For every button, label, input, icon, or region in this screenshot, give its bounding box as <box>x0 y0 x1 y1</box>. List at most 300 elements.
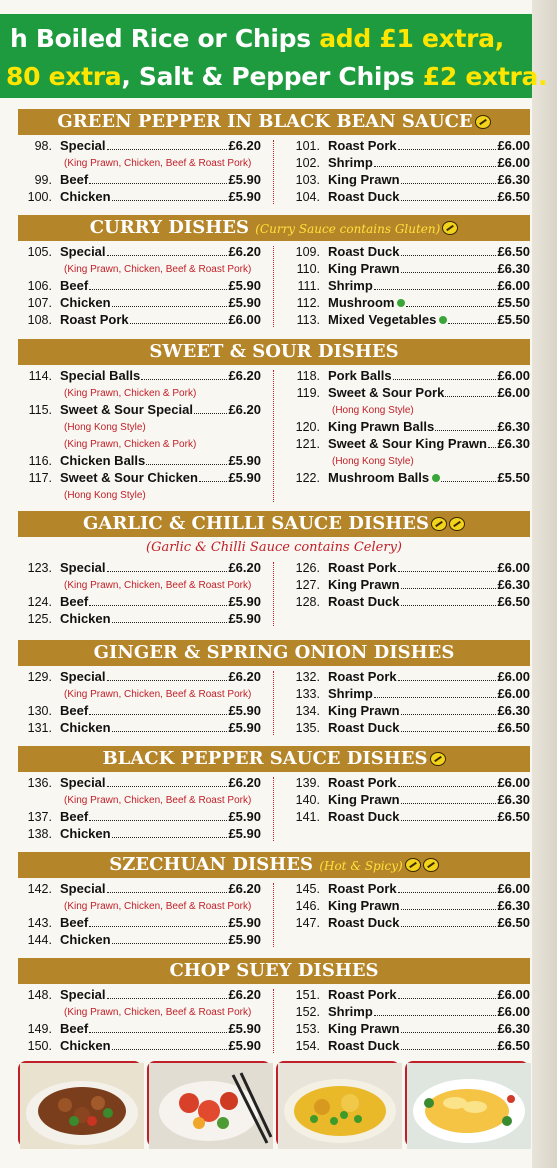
menu-item <box>286 669 530 686</box>
chili-icon <box>475 115 491 129</box>
dot-leader <box>398 149 497 150</box>
menu-item <box>18 881 261 898</box>
section-header <box>18 109 530 135</box>
dot-leader <box>488 447 497 448</box>
item-name: Roast Pork <box>328 560 397 575</box>
item-name: Special <box>60 669 106 684</box>
item-number: 111. <box>297 279 320 293</box>
item-price: £6.20 <box>228 138 261 153</box>
dot-leader <box>130 323 228 324</box>
dot-leader <box>374 289 497 290</box>
right-column <box>286 368 530 487</box>
item-name: King Prawn <box>328 577 400 592</box>
item-price: £5.90 <box>228 172 261 187</box>
dot-leader <box>398 998 497 999</box>
item-number: 130. <box>27 704 52 718</box>
dot-leader <box>107 680 228 681</box>
item-name: Special <box>60 560 106 575</box>
dot-leader <box>107 255 228 256</box>
item-name: Chicken <box>60 932 111 947</box>
column-divider <box>273 246 274 327</box>
item-price: £6.00 <box>497 1004 530 1019</box>
section-header <box>18 640 530 666</box>
item-name: Roast Pork <box>328 138 397 153</box>
dot-leader <box>398 786 497 787</box>
right-column <box>286 560 530 611</box>
dish-image <box>278 1063 402 1149</box>
item-price: £5.90 <box>228 915 261 930</box>
item-price: £6.00 <box>497 138 530 153</box>
item-number: 131. <box>27 721 52 735</box>
menu-item <box>18 278 261 295</box>
item-number: 102. <box>295 156 320 170</box>
item-number: 126. <box>295 561 320 575</box>
banner-highlight: £2 extra. <box>422 62 548 91</box>
dot-leader <box>401 820 497 821</box>
item-price: £6.00 <box>497 368 530 383</box>
menu-item <box>286 898 530 915</box>
item-name: Sweet & Sour King Prawn <box>328 436 487 451</box>
item-name: Shrimp <box>328 1004 373 1019</box>
item-number: 127. <box>295 578 320 592</box>
item-price: £6.50 <box>497 809 530 824</box>
item-price: £6.30 <box>497 261 530 276</box>
promo-banner <box>0 14 548 98</box>
menu-item <box>286 809 530 826</box>
item-number: 134. <box>295 704 320 718</box>
item-price: £5.90 <box>228 295 261 310</box>
item-name: Chicken <box>60 189 111 204</box>
section-title: GARLIC & CHILLI SAUCE DISHES <box>83 513 429 534</box>
item-price: £5.90 <box>228 826 261 841</box>
menu-item <box>18 703 261 720</box>
item-number: 141. <box>295 810 320 824</box>
food-photo <box>147 1061 271 1147</box>
item-name: Chicken <box>60 826 111 841</box>
item-number: 119. <box>296 386 320 400</box>
item-name: Shrimp <box>328 686 373 701</box>
item-number: 138. <box>27 827 52 841</box>
item-description: (King Prawn, Chicken, Beef & Roast Pork) <box>64 689 252 700</box>
item-number: 98. <box>34 139 52 153</box>
item-price: £6.00 <box>497 775 530 790</box>
item-name: Mushroom Balls <box>328 470 430 485</box>
item-description: (King Prawn, Chicken, Beef & Roast Pork) <box>64 580 252 591</box>
item-number: 133. <box>295 687 320 701</box>
banner-line-2 <box>6 62 547 91</box>
menu-item <box>286 419 530 436</box>
item-name: Roast Pork <box>328 881 397 896</box>
menu-item <box>18 453 261 470</box>
item-price: £6.20 <box>228 775 261 790</box>
menu-item <box>286 686 530 703</box>
dot-leader <box>435 430 496 431</box>
menu-section <box>18 746 530 843</box>
dot-leader <box>107 892 228 893</box>
banner-line-1 <box>10 24 504 53</box>
banner-text: h Boiled Rice or Chips <box>10 24 320 53</box>
menu-item <box>286 881 530 898</box>
item-description: (King Prawn, Chicken & Pork) <box>64 439 197 450</box>
menu-section <box>18 511 530 628</box>
item-number: 151. <box>295 988 320 1002</box>
dot-leader <box>401 605 497 606</box>
menu-item <box>286 1021 530 1038</box>
item-price: £6.30 <box>497 577 530 592</box>
menu-item <box>18 172 261 189</box>
dot-leader <box>112 1049 228 1050</box>
food-photo <box>405 1061 529 1147</box>
item-number: 112. <box>296 296 320 310</box>
item-name: Chicken <box>60 720 111 735</box>
item-number: 137. <box>27 810 52 824</box>
chili-icon <box>449 517 465 531</box>
column-divider <box>273 370 274 502</box>
dot-leader <box>401 803 497 804</box>
menu-section <box>18 958 530 1055</box>
item-number: 136. <box>27 776 52 790</box>
item-number: 113. <box>296 313 320 327</box>
menu-item <box>286 775 530 792</box>
right-column <box>286 138 530 206</box>
dot-leader <box>401 588 497 589</box>
menu-item <box>286 368 530 385</box>
item-price: £6.20 <box>228 402 261 417</box>
menu-item <box>286 703 530 720</box>
dot-leader <box>398 892 497 893</box>
menu-item <box>286 720 530 737</box>
menu-item <box>286 470 530 487</box>
item-number: 106. <box>27 279 52 293</box>
item-name: King Prawn Balls <box>328 419 435 434</box>
item-number: 149. <box>27 1022 52 1036</box>
menu-item <box>18 368 261 385</box>
item-number: 154. <box>295 1039 320 1053</box>
section-header <box>18 511 530 537</box>
item-number: 104. <box>295 190 320 204</box>
section-header <box>18 215 530 241</box>
dot-leader <box>401 926 497 927</box>
item-columns <box>18 244 530 329</box>
item-number: 153. <box>295 1022 320 1036</box>
right-column <box>286 987 530 1055</box>
item-description: (King Prawn, Chicken, Beef & Roast Pork) <box>64 795 252 806</box>
section-title: CHOP SUEY DISHES <box>169 960 379 981</box>
item-name: Chicken Balls <box>60 453 146 468</box>
item-name: King Prawn <box>328 261 400 276</box>
item-price: £5.90 <box>228 932 261 947</box>
section-note: (Curry Sauce contains Gluten) <box>255 222 441 236</box>
item-price: £6.20 <box>228 881 261 896</box>
dot-leader <box>89 926 227 927</box>
dish-image <box>407 1063 531 1149</box>
item-name: Beef <box>60 1021 89 1036</box>
menu-item <box>286 138 530 155</box>
item-price: £6.20 <box>228 560 261 575</box>
item-name: Beef <box>60 594 89 609</box>
item-description: (Hong Kong Style) <box>64 490 146 501</box>
page-edge <box>532 0 557 1168</box>
dish-image <box>20 1063 144 1149</box>
item-price: £6.00 <box>497 385 530 400</box>
column-divider <box>273 671 274 735</box>
menu-item <box>18 138 261 155</box>
menu-item <box>18 1038 261 1055</box>
item-description: (Hong Kong Style) <box>332 456 414 467</box>
menu-item <box>18 295 261 312</box>
dot-leader <box>112 200 228 201</box>
dot-leader <box>448 323 496 324</box>
dot-leader <box>401 183 497 184</box>
dot-leader <box>374 1015 497 1016</box>
chili-icon <box>430 752 446 766</box>
item-name: Sweet & Sour Pork <box>328 385 445 400</box>
dot-leader <box>107 786 228 787</box>
item-name: Roast Duck <box>328 809 400 824</box>
dot-leader <box>406 306 496 307</box>
item-name: Beef <box>60 915 89 930</box>
item-number: 146. <box>295 899 320 913</box>
menu-item <box>18 470 261 487</box>
item-price: £5.90 <box>228 1038 261 1053</box>
item-number: 147. <box>295 916 320 930</box>
item-name: Roast Duck <box>328 189 400 204</box>
item-number: 118. <box>296 369 320 383</box>
item-name: Shrimp <box>328 155 373 170</box>
dot-leader <box>112 306 228 307</box>
dot-leader <box>401 731 497 732</box>
menu-item <box>18 809 261 826</box>
menu-section <box>18 339 530 504</box>
item-price: £6.20 <box>228 987 261 1002</box>
menu-item <box>18 244 261 261</box>
item-description: (King Prawn, Chicken, Beef & Roast Pork) <box>64 158 252 169</box>
item-number: 107. <box>27 296 52 310</box>
right-column <box>286 244 530 329</box>
item-price: £5.50 <box>497 312 530 327</box>
banner-highlight: 80 extra <box>6 62 122 91</box>
item-price: £6.00 <box>497 278 530 293</box>
item-description: (Hong Kong Style) <box>64 422 146 433</box>
left-column <box>18 775 261 843</box>
dot-leader <box>398 571 497 572</box>
chili-icon <box>431 517 447 531</box>
dot-leader <box>401 714 497 715</box>
item-columns <box>18 138 530 206</box>
item-price: £5.50 <box>497 470 530 485</box>
dot-leader <box>393 379 497 380</box>
item-number: 123. <box>27 561 52 575</box>
item-columns <box>18 775 530 843</box>
item-name: Chicken <box>60 611 111 626</box>
menu-item <box>286 436 530 453</box>
item-price: £6.00 <box>497 987 530 1002</box>
item-name: Sweet & Sour Chicken <box>60 470 198 485</box>
item-price: £6.20 <box>228 669 261 684</box>
item-name: Beef <box>60 703 89 718</box>
item-price: £6.00 <box>497 560 530 575</box>
dot-leader <box>141 379 227 380</box>
item-price: £6.30 <box>497 1021 530 1036</box>
item-description: (King Prawn, Chicken, Beef & Roast Pork) <box>64 901 252 912</box>
dot-leader <box>401 255 497 256</box>
item-number: 135. <box>295 721 320 735</box>
dot-leader <box>401 200 497 201</box>
dot-leader <box>112 731 228 732</box>
menu-item <box>286 189 530 206</box>
item-number: 116. <box>28 454 52 468</box>
menu-item <box>18 1021 261 1038</box>
menu-section <box>18 640 530 737</box>
item-number: 120. <box>295 420 320 434</box>
item-number: 142. <box>27 882 52 896</box>
dot-leader <box>401 272 497 273</box>
dot-leader <box>89 820 227 821</box>
left-column <box>18 560 261 628</box>
item-price: £6.00 <box>497 881 530 896</box>
dot-leader <box>107 149 228 150</box>
item-number: 140. <box>295 793 320 807</box>
menu-item <box>18 775 261 792</box>
item-price: £6.30 <box>497 703 530 718</box>
dot-leader <box>445 396 496 397</box>
menu-item <box>18 669 261 686</box>
dish-image <box>149 1063 273 1149</box>
food-photo <box>18 1061 142 1147</box>
item-name: Special Balls <box>60 368 141 383</box>
item-name: Roast Pork <box>328 669 397 684</box>
item-number: 150. <box>27 1039 52 1053</box>
menu-item <box>18 189 261 206</box>
item-price: £6.30 <box>497 436 530 451</box>
item-price: £5.90 <box>228 703 261 718</box>
item-number: 105. <box>27 245 52 259</box>
item-description: (Hong Kong Style) <box>332 405 414 416</box>
right-column <box>286 775 530 826</box>
item-name: Roast Pork <box>328 987 397 1002</box>
item-name: Sweet & Sour Special <box>60 402 193 417</box>
item-price: £6.50 <box>497 189 530 204</box>
item-number: 129. <box>27 670 52 684</box>
right-column <box>286 669 530 737</box>
item-number: 103. <box>295 173 320 187</box>
item-price: £6.50 <box>497 594 530 609</box>
dot-leader <box>374 697 497 698</box>
column-divider <box>273 140 274 204</box>
item-columns <box>18 560 530 628</box>
item-price: £6.20 <box>228 368 261 383</box>
dot-leader <box>89 714 227 715</box>
item-description: (King Prawn, Chicken, Beef & Roast Pork) <box>64 264 252 275</box>
item-price: £6.50 <box>497 1038 530 1053</box>
item-name: King Prawn <box>328 898 400 913</box>
item-name: Roast Duck <box>328 244 400 259</box>
dot-leader <box>112 943 228 944</box>
menu-item <box>286 295 530 312</box>
dot-leader <box>441 481 496 482</box>
menu-item <box>286 594 530 611</box>
banner-text: , Salt & Pepper Chips <box>121 62 423 91</box>
item-price: £5.90 <box>228 278 261 293</box>
section-title: GINGER & SPRING ONION DISHES <box>93 642 455 663</box>
left-column <box>18 244 261 329</box>
item-number: 100. <box>27 190 52 204</box>
menu-item <box>18 594 261 611</box>
menu-item <box>18 402 261 419</box>
item-name: Beef <box>60 809 89 824</box>
dot-leader <box>401 1049 497 1050</box>
item-columns <box>18 368 530 504</box>
item-number: 128. <box>295 595 320 609</box>
section-header <box>18 746 530 772</box>
item-number: 101. <box>295 139 320 153</box>
item-name: Roast Pork <box>60 312 129 327</box>
menu-item <box>286 312 530 329</box>
item-number: 99. <box>34 173 52 187</box>
item-number: 109. <box>295 245 320 259</box>
banner-highlight: add £1 extra, <box>319 24 504 53</box>
section-subnote: (Garlic & Chilli Sauce contains Celery) <box>146 540 402 555</box>
dot-leader <box>401 909 497 910</box>
menu-section <box>18 109 530 206</box>
dot-leader <box>112 622 228 623</box>
menu-item <box>286 385 530 402</box>
menu-item <box>18 826 261 843</box>
dot-leader <box>112 837 228 838</box>
item-number: 124. <box>27 595 52 609</box>
item-price: £5.90 <box>228 453 261 468</box>
item-name: Roast Duck <box>328 720 400 735</box>
item-name: Special <box>60 775 106 790</box>
menu-section <box>18 215 530 329</box>
item-columns <box>18 669 530 737</box>
menu-item <box>286 172 530 189</box>
item-number: 144. <box>27 933 52 947</box>
left-column <box>18 138 261 206</box>
item-name: King Prawn <box>328 792 400 807</box>
item-number: 125. <box>27 612 52 626</box>
item-price: £6.00 <box>497 669 530 684</box>
item-price: £6.50 <box>497 720 530 735</box>
item-name: Mushroom <box>328 295 395 310</box>
item-price: £6.30 <box>497 792 530 807</box>
left-column <box>18 987 261 1055</box>
item-name: Chicken <box>60 295 111 310</box>
menu-item <box>286 261 530 278</box>
section-title: BLACK PEPPER SAUCE DISHES <box>102 748 428 769</box>
item-number: 114. <box>28 369 52 383</box>
item-price: £5.90 <box>228 470 261 485</box>
item-name: Special <box>60 881 106 896</box>
item-price: £5.50 <box>497 295 530 310</box>
item-name: Shrimp <box>328 278 373 293</box>
dot-leader <box>401 1032 497 1033</box>
item-price: £6.20 <box>228 244 261 259</box>
section-note: (Hot & Spicy) <box>319 859 403 873</box>
item-price: £6.50 <box>497 244 530 259</box>
item-price: £5.90 <box>228 1021 261 1036</box>
menu-item <box>18 915 261 932</box>
item-name: Roast Duck <box>328 1038 400 1053</box>
chili-icon <box>442 221 458 235</box>
dot-leader <box>398 680 497 681</box>
item-name: Chicken <box>60 1038 111 1053</box>
dot-leader <box>146 464 227 465</box>
item-description: (King Prawn, Chicken, Beef & Roast Pork) <box>64 1007 252 1018</box>
item-number: 110. <box>296 262 320 276</box>
menu-item <box>286 987 530 1004</box>
dot-leader <box>89 183 227 184</box>
